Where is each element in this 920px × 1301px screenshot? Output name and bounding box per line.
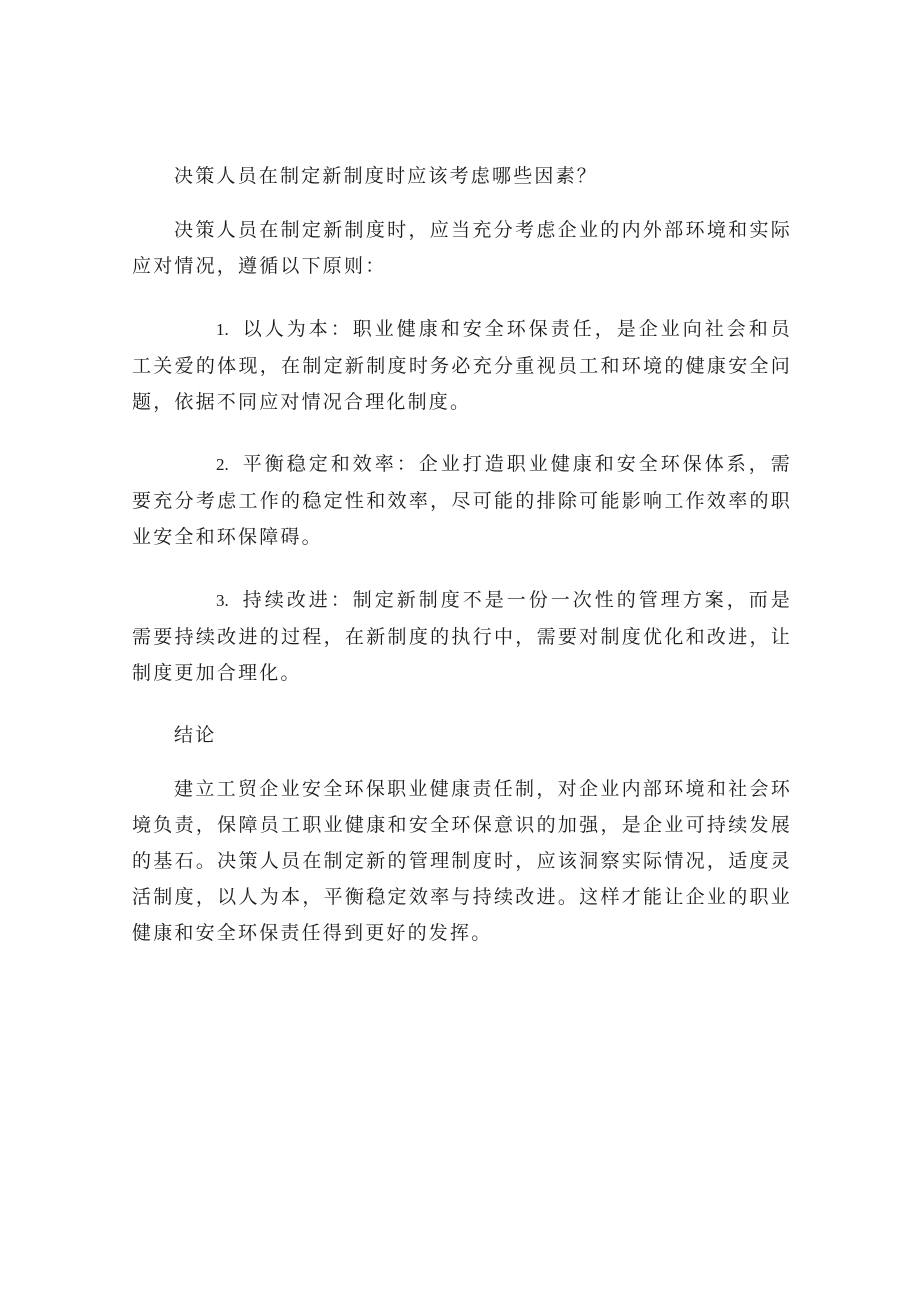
principle-number: 1. bbox=[216, 320, 229, 339]
conclusion-heading: 结论 bbox=[174, 724, 217, 746]
principle-item-1 bbox=[132, 311, 792, 420]
conclusion-paragraph: 建立工贸企业安全环保职业健康责任制，对企业内部环境和社会环境负责，保障员工职业健康和安全环保意识的加强，是企业可持续发展的基石。决策人员在制定新的管理制度时，应该洞察实际情况，适度灵活制度，以人为本，平衡稳定效率与持续改进。这样才能让企业的职业健康和安全环保责任得到更好的发挥。 bbox=[132, 778, 792, 944]
principle-item-3 bbox=[132, 582, 792, 691]
principle-text: 平衡稳定和效率：企业打造职业健康和安全环保体系，需要充分考虑工作的稳定性和效率，尽可能的排除可能影响工作效率的职业安全和环保障碍。 bbox=[132, 453, 792, 548]
principle-text: 持续改进：制定新制度不是一份一次性的管理方案，而是需要持续改进的过程，在新制度的执行中，需要对制度优化和改进，让制度更加合理化。 bbox=[132, 589, 792, 684]
principle-number: 2. bbox=[216, 455, 229, 474]
intro-paragraph: 决策人员在制定新制度时，应当充分考虑企业的内外部环境和实际应对情况，遵循以下原则： bbox=[132, 219, 792, 277]
principle-number: 3. bbox=[216, 591, 229, 610]
question-heading: 决策人员在制定新制度时应该考虑哪些因素？ bbox=[174, 165, 599, 187]
principle-text: 以人为本：职业健康和安全环保责任，是企业向社会和员工关爱的体现，在制定新制度时务必充分重视员工和环境的健康安全问题，依据不同应对情况合理化制度。 bbox=[132, 318, 792, 413]
principle-item-2 bbox=[132, 446, 792, 555]
